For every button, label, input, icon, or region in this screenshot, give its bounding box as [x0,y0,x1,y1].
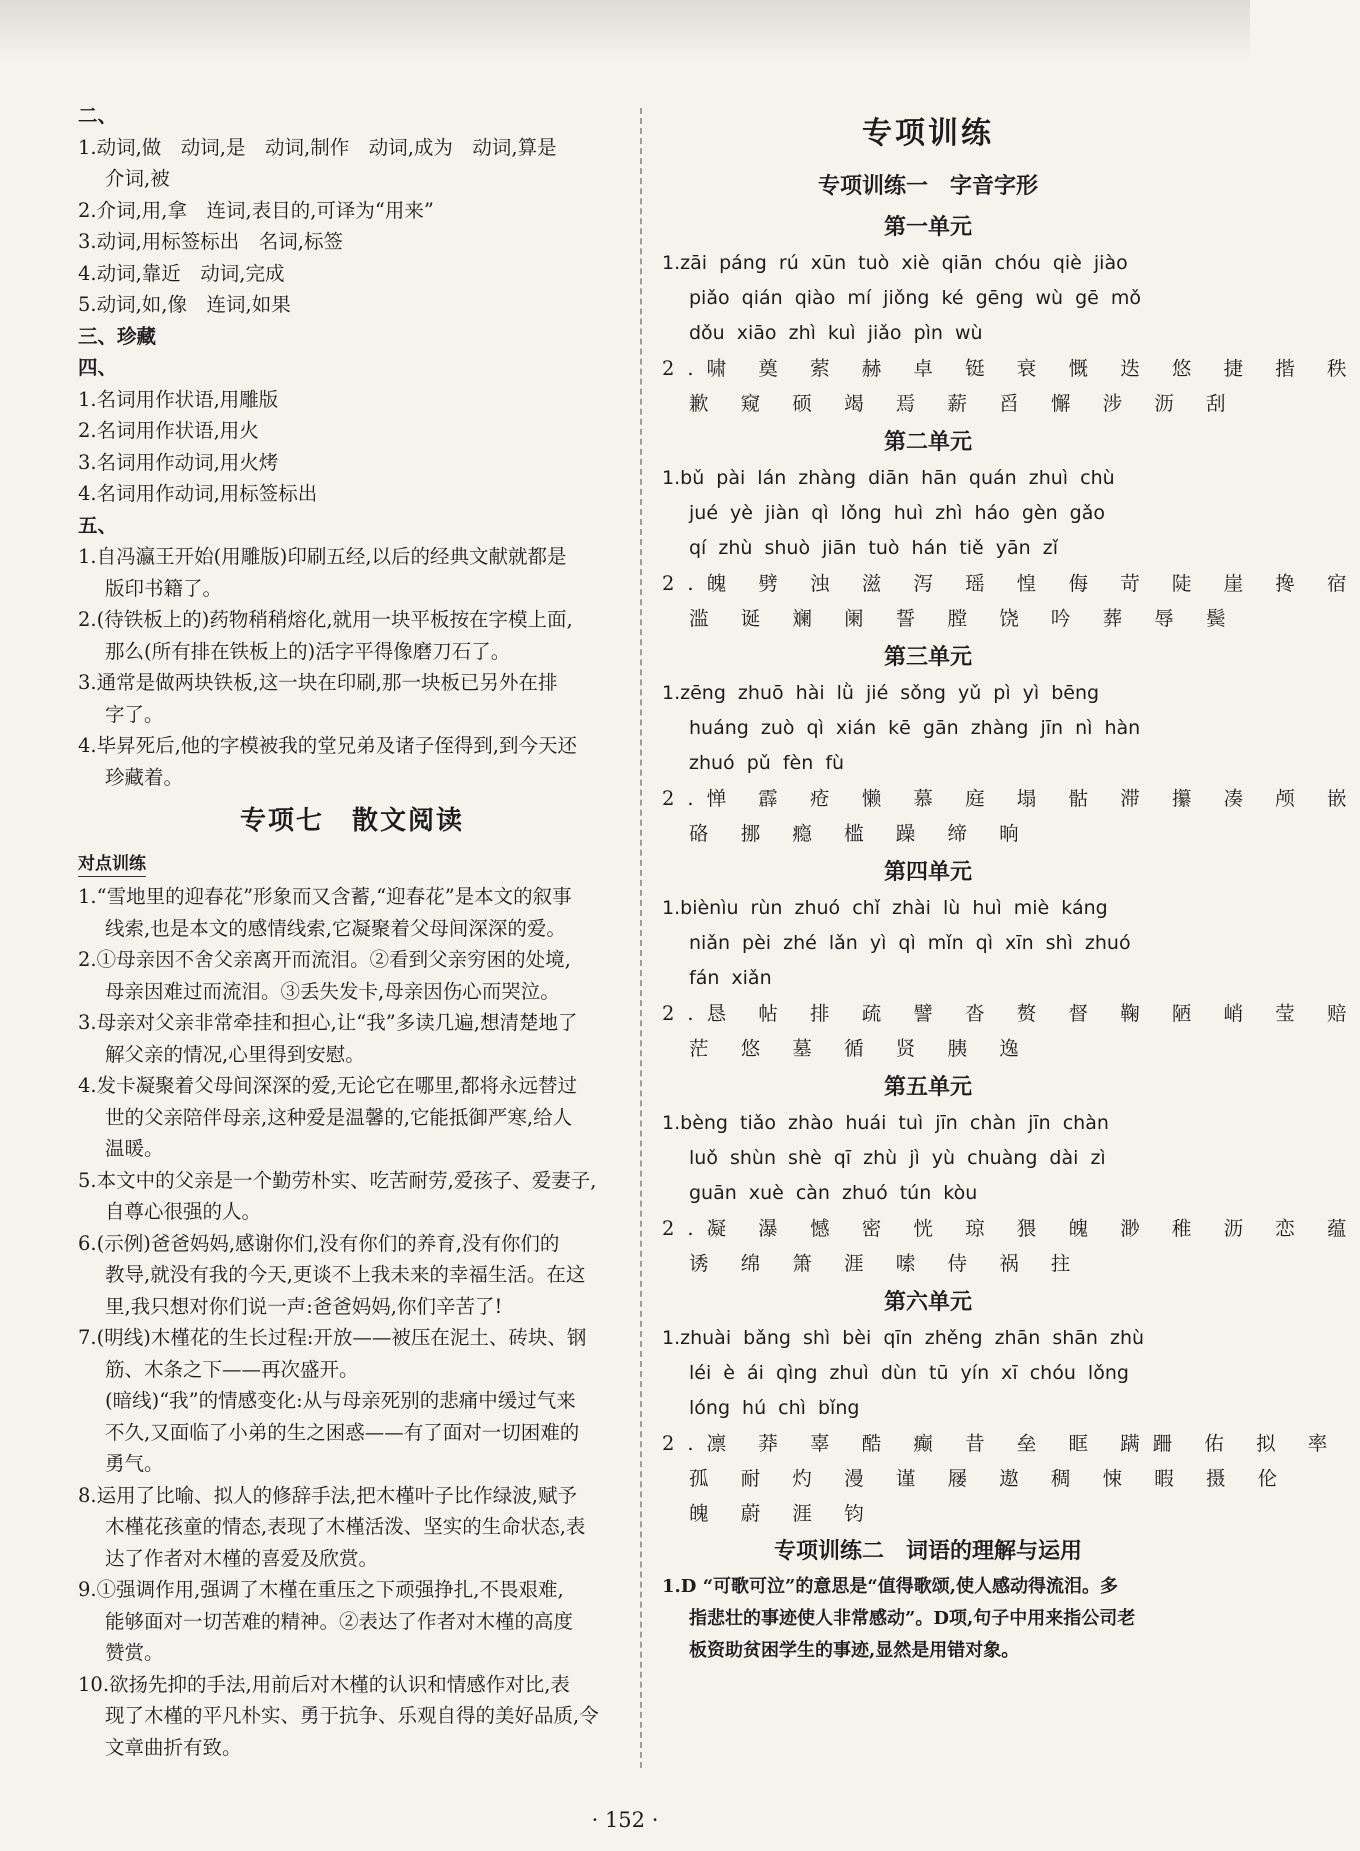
part-san: 三、珍藏 [78,324,157,348]
unit-heading: 第四单元 [883,859,972,885]
answer-line: 8.运用了比喻、拟人的修辞手法,把木槿叶子比作绿波,赋予 [78,1483,578,1507]
hanzi-line: 2.惮 霹 疮 懒 慕 庭 塌 骷 滞 攥 凑 颅 嵌 [662,787,1360,810]
subsection-title-1: 专项训练一 字音字形 [817,173,1038,199]
list-item: 1.自冯瀛王开始(用雕版)印刷五经,以后的经典文献就都是 [78,545,567,568]
subsection-title-2: 专项训练二 词语的理解与运用 [773,1538,1082,1564]
pinyin-line: huáng zuò qì xián kē gān zhàng jīn nì hàn [689,717,1141,739]
answer-line: 母亲因难过而流泪。③丢失发卡,母亲因伤心而哭泣。 [105,979,560,1003]
answer-line: 9.①强调作用,强调了木槿在重压之下顽强挣扎,不畏艰难, [78,1578,564,1601]
answer-line: 板资助贫困学生的事迹,显然是用错对象。 [689,1640,1020,1661]
list-item: 1.名词用作状语,用雕版 [78,387,279,411]
main-title: 专项训练 [862,116,994,151]
list-item-cont: 介词,被 [105,167,170,190]
right-column [662,108,1360,1667]
part-si-list [78,384,626,510]
answer-line: 1.“雪地里的迎春花”形象而又含蓄,“迎春花”是本文的叙事 [78,885,572,908]
pinyin-line: luǒ shùn shè qī zhù jì yù chuàng dài zì [689,1147,1106,1169]
answer-line: 10.欲扬先抑的手法,用前后对木槿的认识和情感作对比,表 [78,1672,570,1696]
hanzi-line: 滥 诞 斓 阑 誓 膛 饶 吟 葬 辱 鬓 [689,607,1239,630]
answer-line: 线索,也是本文的感情线索,它凝聚着父母间深深的爱。 [105,916,566,940]
unit-heading: 第二单元 [883,429,972,455]
section-title: 专项七 散文阅读 [239,806,464,836]
pinyin-line: zhuó pǔ fèn fù [689,752,845,774]
hanzi-line: 诱 绵 箫 涯 嗦 侍 祸 拄 [689,1252,1084,1275]
answer-line: 解父亲的情况,心里得到安慰。 [105,1042,365,1066]
answer-line: 赞赏。 [105,1641,164,1664]
list-item-cont: 字了。 [105,702,164,726]
list-item-cont: 版印书籍了。 [105,576,223,600]
page-number: · 152 · [591,1808,659,1832]
question-1 [662,1571,1194,1667]
answer-line: 指悲壮的事迹使人非常感动”。D项,句子中用来指公司老 [689,1608,1136,1629]
list-item-cont: 珍藏着。 [105,765,184,789]
list-item: 1.动词,做 动词,是 动词,制作 动词,成为 动词,算是 [78,135,557,159]
hanzi-line: 硌 挪 瘾 槛 躁 缔 晌 [689,822,1032,845]
list-item: 3.通常是做两块铁板,这一块在印刷,那一块板已另外在排 [78,671,558,694]
hanzi-line: 2.魄 劈 浊 滋 泻 瑶 惶 侮 苛 陡 崖 搀 宿 [662,572,1360,595]
list-item: 3.动词,用标签标出 名词,标签 [78,230,344,253]
hanzi-line: 2.恳 帖 排 疏 譬 沓 赘 督 鞠 陋 峭 莹 赔 [662,1002,1360,1025]
part-wu-list [78,541,626,793]
answer-line: 不久,又面临了小弟的生之困惑——有了面对一切困难的 [105,1420,580,1444]
answer-line: 世的父亲陪伴母亲,这种爱是温馨的,它能抵御严寒,给人 [105,1105,573,1129]
answer-line: 筋、木条之下——再次盛开。 [105,1357,359,1381]
list-item: 4.毕昇死后,他的字模被我的堂兄弟及诸子侄得到,到今天还 [78,734,578,757]
pinyin-line: 1.zhuài bǎng shì bèi qīn zhěng zhān shān zhù [662,1327,1145,1349]
hanzi-line: 茫 悠 墓 循 贤 胰 逸 [689,1037,1032,1060]
answer-line: 4.发卡凝聚着父母间深深的爱,无论它在哪里,都将永远替过 [78,1074,578,1097]
answer-line: 6.(示例)爸爸妈妈,感谢你们,没有你们的养育,没有你们的 [78,1231,560,1255]
part-er-heading: 二、 [78,104,118,127]
answer-line: 文章曲折有致。 [105,1735,242,1759]
answer-line: 能够面对一切苦难的精神。②表达了作者对木槿的高度 [105,1609,574,1633]
hanzi-line: 孤 耐 灼 漫 谨 屦 遨 稠 悚 暇 摄 伦 [689,1467,1291,1490]
answer-line: 木槿花孩童的情态,表现了木槿活泼、坚实的生命状态,表 [105,1515,586,1538]
answer-list [78,881,626,1763]
unit-heading: 第六单元 [883,1289,972,1315]
pinyin-line: 1.zēng zhuō hài lǜ jié sǒng yǔ pì yì bēng [662,682,1100,704]
answer-label: 1.D [662,1576,697,1597]
part-er-list [78,132,626,321]
unit-6 [662,1283,1341,1531]
answer-line: 达了作者对木槿的喜爱及欣赏。 [105,1546,379,1570]
unit-1 [662,208,1360,421]
pinyin-line: dǒu xiāo zhì kuì jiǎo pìn wù [689,322,983,344]
pinyin-line: 1.zāi páng rú xūn tuò xiè qiān chóu qiè jiào [662,252,1128,274]
scan-top-band [0,0,1250,60]
unit-3 [662,638,1360,851]
practice-label: 对点训练 [78,852,146,877]
list-item: 2.介词,用,拿 连词,表目的,可译为“用来” [78,198,434,222]
answer-line: 现了木槿的平凡朴实、勇于抗争、乐观自得的美好品质,令 [105,1704,599,1727]
unit-heading: 第五单元 [883,1074,972,1100]
hanzi-line: 2.啸 奠 萦 赫 卓 铤 衰 慨 迭 悠 捷 揩 秩 [662,357,1360,380]
pinyin-line: léi è ái qìng zhuì dùn tū yín xī chóu lǒng [689,1362,1129,1384]
answer-line [662,1571,1194,1603]
answer-line: 勇气。 [105,1452,164,1475]
left-column [78,100,626,1763]
list-item: 5.动词,如,像 连词,如果 [78,293,291,316]
pinyin-line: jué yè jiàn qì lǒng huì zhì háo gèn gǎo [689,502,1105,524]
list-item: 3.名词用作动词,用火烤 [78,450,279,474]
answer-line: (暗线)“我”的情感变化:从与母亲死别的悲痛中缓过气来 [105,1389,576,1412]
list-item-cont: 那么(所有排在铁板上的)活字平得像磨刀石了。 [105,639,511,663]
answer-line: 5.本文中的父亲是一个勤劳朴实、吃苦耐劳,爱孩子、爱妻子, [78,1168,597,1192]
pinyin-line: niǎn pèi zhé lǎn yì qì mǐn qì xīn shì zhuó [689,932,1131,954]
answer-line: 3.母亲对父亲非常牵挂和担心,让“我”多读几遍,想清楚地了 [78,1011,578,1034]
pinyin-line: 1.bèng tiǎo zhào huái tuì jīn chàn jīn chàn [662,1112,1109,1134]
unit-2 [662,423,1360,636]
answer-line: 里,我只想对你们说一声:爸爸妈妈,你们辛苦了! [105,1294,503,1318]
hanzi-line: 魄 蔚 涯 钧 [689,1502,877,1525]
answer-line: 2.①母亲因不舍父亲离开而流泪。②看到父亲穷困的处境, [78,948,571,971]
list-item: 2.名词用作状语,用火 [78,419,259,442]
pinyin-line: lóng hú chì bǐng [689,1397,860,1419]
answer-line: 7.(明线)木槿花的生长过程:开放——被压在泥土、砖块、钢 [78,1326,587,1349]
pinyin-line: 1.biènìu rùn zhuó chǐ zhài lù huì miè káng [662,897,1108,919]
answer-line: 教导,就没有我的今天,更谈不上我未来的幸福生活。在这 [105,1263,586,1286]
column-divider [640,108,642,1768]
part-si-heading: 四、 [78,356,118,379]
pinyin-line: fán xiǎn [689,967,772,989]
hanzi-line: 2.凝 瀑 憾 密 恍 琼 猥 魄 渺 稚 沥 恋 蕴 [662,1217,1360,1240]
list-item: 4.动词,靠近 动词,完成 [78,261,285,285]
hanzi-line: 歉 窥 硕 竭 焉 薪 舀 懈 涉 沥 刮 [689,392,1239,415]
list-item: 4.名词用作动词,用标签标出 [78,482,318,505]
pinyin-line: piǎo qián qiào mí jiǒng ké gēng wù gē mǒ [689,287,1141,309]
pinyin-line: 1.bǔ pài lán zhàng diān hān quán zhuì chù [662,467,1115,489]
list-item: 2.(待铁板上的)药物稍稍熔化,就用一块平板按在字模上面, [78,608,573,631]
pinyin-line: qí zhù shuò jiān tuò hán tiě yān zǐ [689,537,1059,559]
part-wu-heading: 五、 [78,513,118,537]
unit-5 [662,1068,1360,1281]
answer-line: 温暖。 [105,1137,164,1160]
unit-heading: 第一单元 [883,214,972,240]
pinyin-line: guān xuè càn zhuó tún kòu [689,1182,978,1204]
hanzi-line: 2.凛 莽 辜 酷 癫 昔 垒 眶 蹒跚 佑 拟 率 [662,1432,1341,1455]
answer-text: “可歌可泣”的意思是“值得歌颂,使人感动得流泪。多 [702,1576,1119,1597]
unit-heading: 第三单元 [883,644,972,670]
answer-line: 自尊心很强的人。 [105,1200,262,1223]
unit-4 [662,853,1360,1066]
